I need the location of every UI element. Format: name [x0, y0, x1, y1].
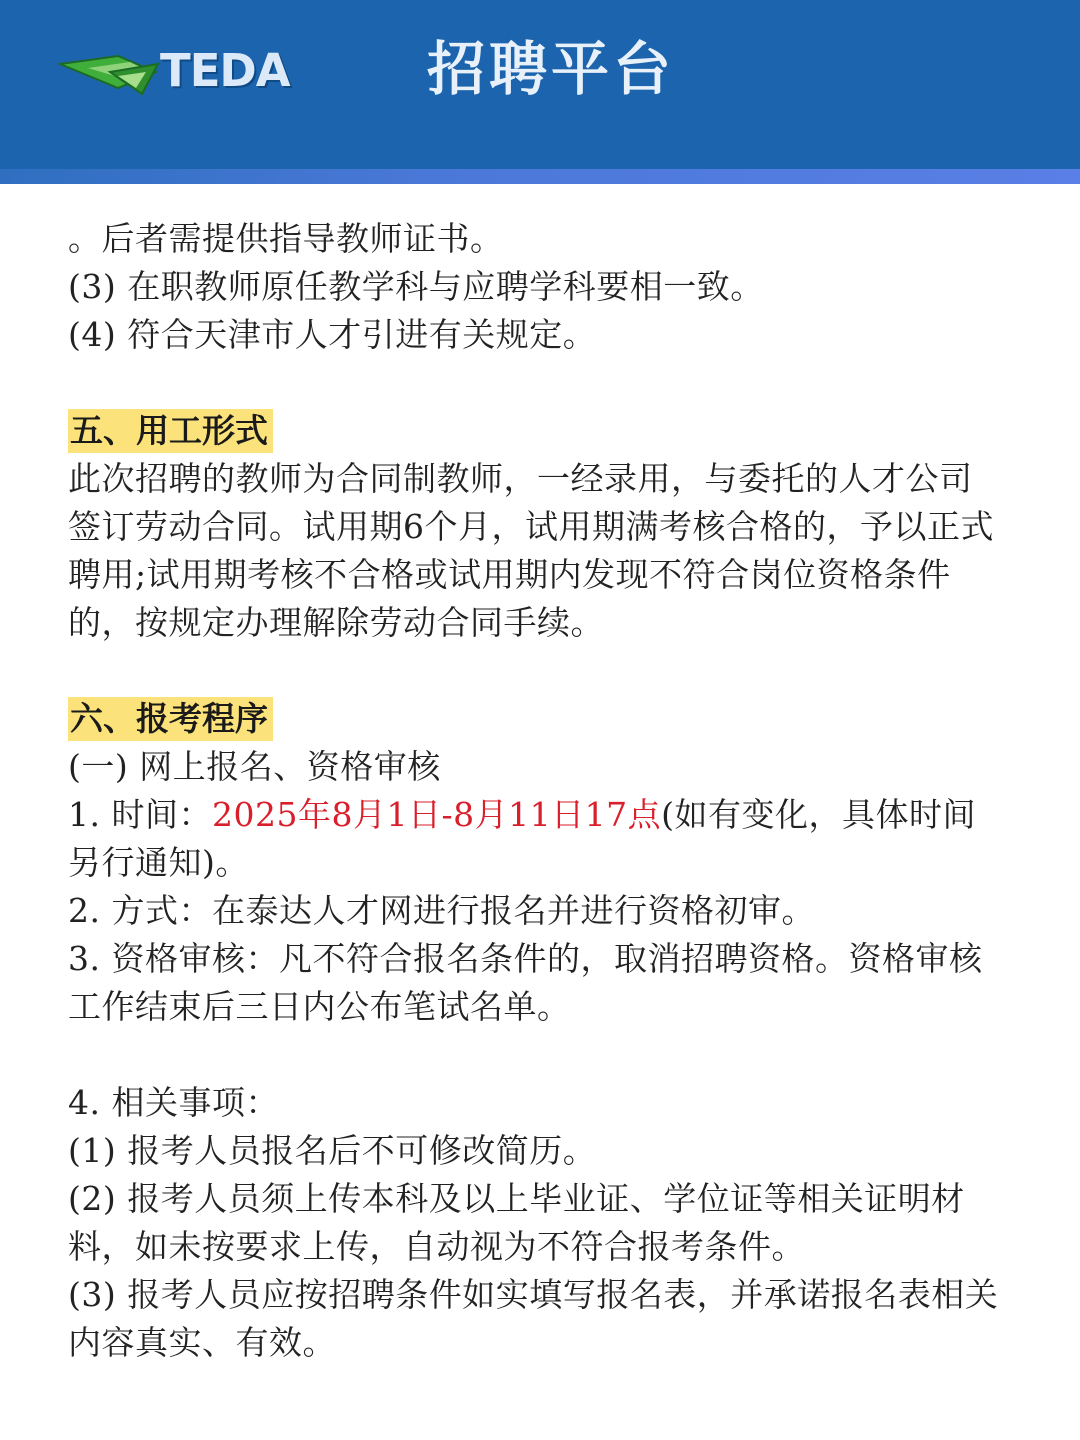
- time-note: (如有变化，具体时间: [661, 795, 976, 834]
- registration-date-range: 2025年8月1日-8月11日17点: [211, 795, 662, 834]
- note-item: (3) 报考人员应按招聘条件如实填写报名表，并承诺报名表相关: [68, 1275, 999, 1314]
- section-heading-employment: 五、用工形式: [68, 409, 273, 453]
- notes-title: 4. 相关事项：: [68, 1083, 279, 1122]
- subheading-online-registration: (一) 网上报名、资格审核: [68, 747, 441, 786]
- article-body: [68, 215, 1018, 1367]
- platform-title: 招聘平台: [427, 35, 676, 103]
- text-line: 签订劳动合同。试用期6个月，试用期满考核合格的，予以正式: [68, 507, 994, 546]
- note-item: 内容真实、有效。: [68, 1323, 336, 1362]
- paragraph-spacer: [68, 647, 1018, 695]
- text-line: (4) 符合天津市人才引进有关规定。: [68, 315, 597, 354]
- method-line: 2. 方式：在泰达人才网进行报名并进行资格初审。: [68, 891, 815, 930]
- note-item: (2) 报考人员须上传本科及以上毕业证、学位证等相关证明材: [68, 1179, 965, 1218]
- paragraph-spacer: [68, 359, 1018, 407]
- text-line: (3) 在职教师原任教学科与应聘学科要相一致。: [68, 267, 764, 306]
- note-item: 料，如未按要求上传，自动视为不符合报考条件。: [68, 1227, 805, 1266]
- text-line: 聘用;试用期考核不合格或试用期内发现不符合岗位资格条件: [68, 555, 951, 594]
- header-banner: [0, 0, 1080, 184]
- section-heading-procedure: 六、报考程序: [68, 697, 273, 741]
- text-line: 的，按规定办理解除劳动合同手续。: [68, 603, 604, 642]
- note-item: (1) 报考人员报名后不可修改简历。: [68, 1131, 597, 1170]
- registration-time-line: [68, 791, 1018, 839]
- header-accent-band: [0, 169, 1080, 184]
- text-line: 此次招聘的教师为合同制教师，一经录用，与委托的人才公司: [68, 459, 973, 498]
- text-line: 另行通知)。: [68, 843, 249, 882]
- review-line: 3. 资格审核：凡不符合报名条件的，取消招聘资格。资格审核: [68, 939, 983, 978]
- paragraph-spacer: [68, 1031, 1018, 1079]
- text-line: 。后者需提供指导教师证书。: [68, 219, 504, 258]
- time-label: 1. 时间：: [68, 795, 212, 834]
- review-line: 工作结束后三日内公布笔试名单。: [68, 987, 571, 1026]
- logo-wordmark: TEDA: [160, 44, 290, 97]
